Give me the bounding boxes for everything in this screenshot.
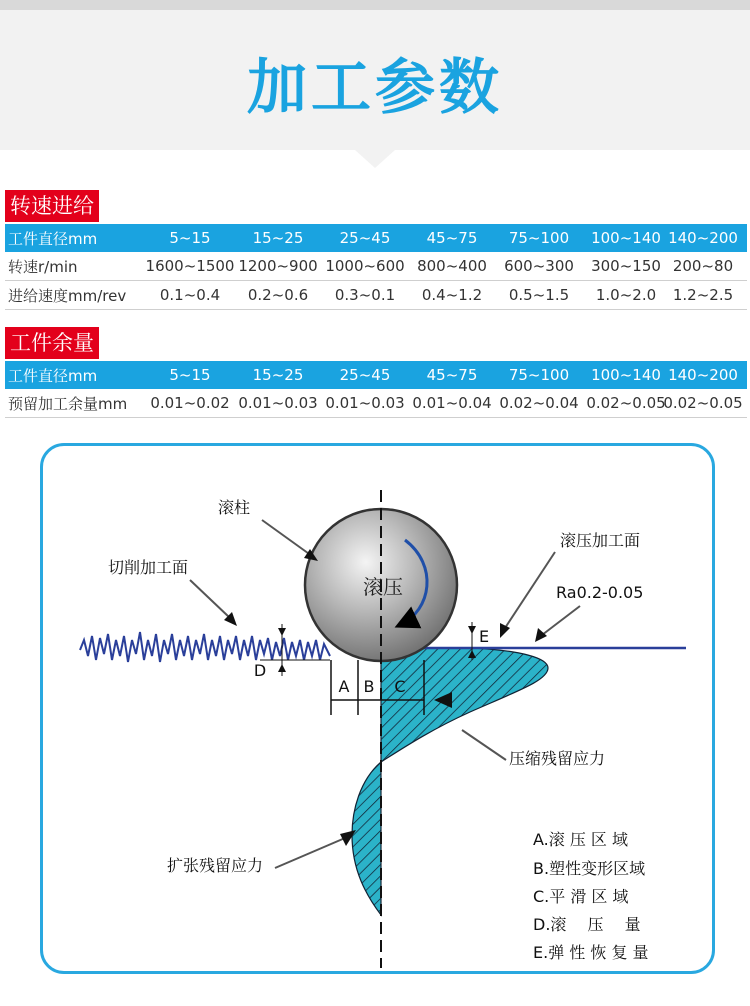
header-label: 工件直径mm <box>8 229 98 248</box>
header-cell: 5~15 <box>169 229 211 247</box>
table-cell: 0.01~0.03 <box>238 394 318 412</box>
table-cell: 1600~1500 <box>145 257 235 275</box>
e-arrow-down <box>468 626 476 634</box>
rolled-surface-leader-line <box>505 552 555 628</box>
legend-item-e: E.弹 性 恢 复 量 <box>533 943 649 962</box>
legend-item-b: B.塑性变形区域 <box>533 859 646 878</box>
cut-surface-leader-line <box>190 580 230 618</box>
roller-leader-line <box>262 520 312 556</box>
table-cell: 0.3~0.1 <box>334 286 396 304</box>
compressive-stress-label: 压缩残留应力 <box>509 749 606 768</box>
header-cell: 5~15 <box>169 366 211 384</box>
e-label: E <box>478 627 490 646</box>
roller-inner-label: 滚压 <box>363 575 403 599</box>
table-cell: 0.4~1.2 <box>421 286 483 304</box>
legend-item-a: A.滚 压 区 域 <box>533 830 629 849</box>
row-label: 转速r/min <box>8 257 78 276</box>
header-cell: 25~45 <box>339 366 391 384</box>
table-cell: 0.2~0.6 <box>247 286 309 304</box>
section-label-speed-feed: 转速进给 <box>5 190 99 222</box>
table-cell: 1.0~2.0 <box>595 286 657 304</box>
table-cell: 1200~900 <box>238 257 318 275</box>
zone-b-label: B <box>363 677 375 696</box>
table-cell: 0.1~0.4 <box>159 286 221 304</box>
tensile-leader-line <box>275 838 345 868</box>
table-cell: 0.01~0.04 <box>412 394 492 412</box>
legend <box>533 830 649 962</box>
header-cell: 45~75 <box>426 229 478 247</box>
roughness-leader-line <box>542 606 580 635</box>
table-cell: 1.2~2.5 <box>672 286 734 304</box>
tensile-stress-label: 扩张残留应力 <box>167 856 264 875</box>
header-cell: 15~25 <box>252 366 304 384</box>
table-cell: 0.02~0.05 <box>586 394 666 412</box>
header-cell: 75~100 <box>508 229 570 247</box>
table-cell: 800~400 <box>417 257 487 275</box>
zone-a-label: A <box>338 677 350 696</box>
d-arrow-up <box>278 664 286 672</box>
header-cell: 140~200 <box>668 229 738 247</box>
compressive-leader-line <box>462 730 506 760</box>
cut-surface-label: 切削加工面 <box>108 558 189 577</box>
header-cell: 100~140 <box>591 366 661 384</box>
table-cell: 200~80 <box>672 257 734 275</box>
table-cell: 0.01~0.03 <box>325 394 405 412</box>
legend-item-d: D.滚 压 量 <box>533 915 641 934</box>
header-cell: 25~45 <box>339 229 391 247</box>
d-arrow-down <box>278 628 286 636</box>
header-cell: 45~75 <box>426 366 478 384</box>
table-cell: 0.5~1.5 <box>508 286 570 304</box>
cut-surface-wave <box>80 632 330 662</box>
d-label: D <box>253 661 267 680</box>
section-label-allowance: 工件余量 <box>5 327 99 359</box>
rolled-surface-label: 滚压加工面 <box>560 531 641 550</box>
zone-c-label: C <box>394 677 406 696</box>
page-title: 加工参数 <box>247 53 503 123</box>
legend-item-c: C.平 滑 区 域 <box>533 887 629 906</box>
roughness-leader-arrow <box>535 628 547 642</box>
header-cell: 100~140 <box>591 229 661 247</box>
tensile-stress-area <box>352 762 381 915</box>
roughness-label: Ra0.2-0.05 <box>556 583 644 602</box>
header-cell: 140~200 <box>668 366 738 384</box>
roller-label: 滚柱 <box>218 498 251 517</box>
table-cell: 600~300 <box>504 257 574 275</box>
rolled-surface-leader-arrow <box>500 623 510 638</box>
compressive-stress-area <box>381 648 548 762</box>
table-cell: 0.01~0.02 <box>150 394 230 412</box>
header-cell: 15~25 <box>252 229 304 247</box>
header-cell: 75~100 <box>508 366 570 384</box>
row-label: 预留加工余量mm <box>8 394 128 413</box>
table-cell: 0.02~0.04 <box>499 394 579 412</box>
table-cell: 300~150 <box>591 257 661 275</box>
table-cell: 0.02~0.05 <box>663 394 743 412</box>
header-label: 工件直径mm <box>8 366 98 385</box>
table-cell: 1000~600 <box>325 257 405 275</box>
row-label: 进给速度mm/rev <box>8 286 127 305</box>
